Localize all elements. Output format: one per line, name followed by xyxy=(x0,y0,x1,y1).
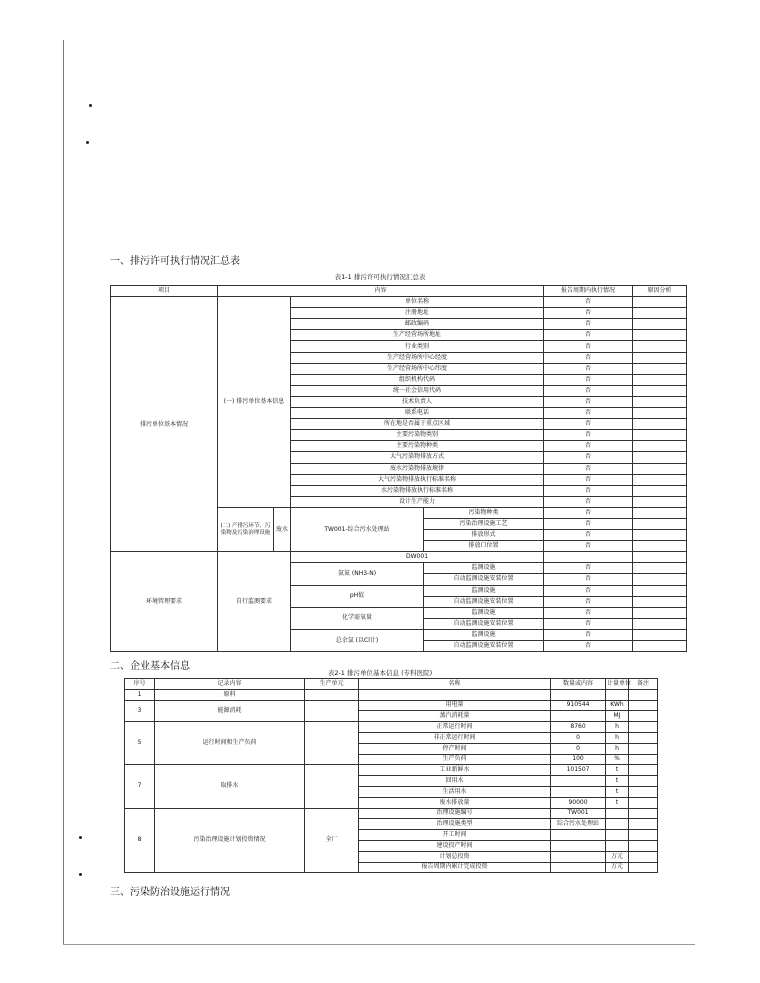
reason-cell xyxy=(633,341,687,352)
item-name: 报告周期内累计完成投资 xyxy=(359,862,551,873)
item-unit xyxy=(606,830,629,841)
remark-cell xyxy=(629,786,658,797)
item-value: 综合污水处理站 xyxy=(551,819,606,830)
item-unit: MJ xyxy=(606,711,629,722)
status-cell: 否 xyxy=(544,341,633,352)
remark-cell xyxy=(629,711,658,722)
item-value: TW001 xyxy=(551,808,606,819)
reason-cell xyxy=(633,474,687,485)
record-content: 原料 xyxy=(155,689,305,700)
status-cell: 否 xyxy=(544,352,633,363)
facility-label: TW001-综合污水处理站 xyxy=(291,507,424,551)
status-cell: 否 xyxy=(544,441,633,452)
item-name: 蒸汽消耗量 xyxy=(359,711,551,722)
remark-cell xyxy=(629,765,658,776)
section-heading-2: 二、企业基本信息 xyxy=(110,661,190,672)
unit-info-table xyxy=(124,678,658,873)
column-header: 内容 xyxy=(218,286,544,297)
row-number: 3 xyxy=(125,700,155,722)
page-edge-bottom xyxy=(63,944,695,945)
status-cell: 否 xyxy=(544,419,633,430)
reason-cell xyxy=(633,596,687,607)
status-cell: 否 xyxy=(544,308,633,319)
reason-cell xyxy=(633,308,687,319)
pollutant-label: pH值 xyxy=(291,585,424,607)
item-value: 0 xyxy=(551,743,606,754)
item-value xyxy=(551,776,606,787)
item-name: 生产负荷 xyxy=(359,754,551,765)
table2-caption: 表2-1 排污单位基本信息 (专科医院) xyxy=(327,669,433,677)
status-cell: 否 xyxy=(544,585,633,596)
item-value: 910544 xyxy=(551,700,606,711)
pollutant-label: 化学需氧量 xyxy=(291,607,424,629)
record-content: 运行时间和生产负荷 xyxy=(155,722,305,765)
item-value: 8760 xyxy=(551,722,606,733)
item-label: 单位名称 xyxy=(291,297,544,308)
item-unit: t xyxy=(606,776,629,787)
item-unit: KWh xyxy=(606,700,629,711)
table-cell xyxy=(606,689,629,700)
item-name: 生活用水 xyxy=(359,786,551,797)
item-label: 自动监测设施安装位置 xyxy=(424,596,544,607)
reason-cell xyxy=(633,396,687,407)
item-label: 大气污染物排放执行标准名称 xyxy=(291,474,544,485)
item-value xyxy=(551,711,606,722)
reason-cell xyxy=(633,319,687,330)
column-header: 名称 xyxy=(359,679,551,690)
item-name: 废水排放量 xyxy=(359,797,551,808)
status-cell: 否 xyxy=(544,363,633,374)
item-label: 组织机构代码 xyxy=(291,374,544,385)
column-header: 项目 xyxy=(111,286,218,297)
status-cell: 否 xyxy=(544,541,633,552)
record-content: 污染治理设施计划投资情况 xyxy=(155,808,305,873)
item-value xyxy=(551,830,606,841)
status-cell: 否 xyxy=(544,396,633,407)
item-label: 设计生产能力 xyxy=(291,496,544,507)
scan-speck xyxy=(89,104,92,107)
remark-cell xyxy=(629,862,658,873)
table-row xyxy=(125,689,658,700)
table1-caption: 表1-1 排污许可执行情况汇总表 xyxy=(334,273,426,281)
reason-cell xyxy=(633,629,687,640)
status-cell: 否 xyxy=(544,474,633,485)
item-name: 正常运行时间 xyxy=(359,722,551,733)
status-cell: 否 xyxy=(544,530,633,541)
reason-cell xyxy=(633,585,687,596)
reason-cell xyxy=(633,463,687,474)
reason-cell xyxy=(633,574,687,585)
item-label: 联系电话 xyxy=(291,408,544,419)
status-cell: 否 xyxy=(544,297,633,308)
item-label: 所在地是否属于重点区域 xyxy=(291,419,544,430)
item-label: 排放形式 xyxy=(424,530,544,541)
status-cell: 否 xyxy=(544,385,633,396)
reason-cell xyxy=(633,297,687,308)
column-header: 序号 xyxy=(125,679,155,690)
remark-cell xyxy=(629,840,658,851)
table-cell xyxy=(305,689,359,700)
item-unit: 万元 xyxy=(606,862,629,873)
record-content: 取排水 xyxy=(155,765,305,808)
status-cell: 否 xyxy=(544,496,633,507)
permit-summary-table xyxy=(110,285,687,652)
item-name: 停产时间 xyxy=(359,743,551,754)
item-unit xyxy=(606,808,629,819)
reason-cell xyxy=(633,352,687,363)
record-content: 能源消耗 xyxy=(155,700,305,722)
status-cell: 否 xyxy=(544,452,633,463)
reason-cell xyxy=(633,641,687,652)
status-cell: 否 xyxy=(544,374,633,385)
reason-cell xyxy=(633,541,687,552)
item-value: 0 xyxy=(551,732,606,743)
production-unit xyxy=(305,700,359,722)
section-heading-1: 一、排污许可执行情况汇总表 xyxy=(110,256,240,267)
reason-cell xyxy=(633,419,687,430)
column-header: 记录内容 xyxy=(155,679,305,690)
remark-cell xyxy=(629,754,658,765)
table-row xyxy=(125,765,658,776)
reason-cell xyxy=(633,607,687,618)
item-label: 大气污染物排放方式 xyxy=(291,452,544,463)
item-unit: h xyxy=(606,732,629,743)
item-value: 100 xyxy=(551,754,606,765)
remark-cell xyxy=(629,830,658,841)
reason-cell xyxy=(633,374,687,385)
item-label: 生产经营场所中心纬度 xyxy=(291,363,544,374)
status-cell: 否 xyxy=(544,563,633,574)
outlet-label: DW001 xyxy=(291,552,544,563)
table-cell xyxy=(359,689,551,700)
item-name: 计划总投资 xyxy=(359,851,551,862)
table-row xyxy=(125,679,658,690)
status-cell: 否 xyxy=(544,330,633,341)
production-unit: 全厂 xyxy=(305,808,359,873)
item-label: 注册地址 xyxy=(291,308,544,319)
column-header: 生产单元 xyxy=(305,679,359,690)
status-cell: 否 xyxy=(544,485,633,496)
remark-cell xyxy=(629,700,658,711)
item-label: 主要污染物种类 xyxy=(291,441,544,452)
item-unit xyxy=(606,840,629,851)
reason-cell xyxy=(633,485,687,496)
item-label: 排放口位置 xyxy=(424,541,544,552)
reason-cell xyxy=(633,385,687,396)
item-unit: h xyxy=(606,722,629,733)
item-name: 用电量 xyxy=(359,700,551,711)
reason-cell xyxy=(633,530,687,541)
item-label: 水污染物排放执行标准名称 xyxy=(291,485,544,496)
remark-cell xyxy=(629,732,658,743)
column-header: 原因分析 xyxy=(633,286,687,297)
item-value xyxy=(551,851,606,862)
group-label: 环境管理要求 xyxy=(111,552,218,652)
item-unit: t xyxy=(606,797,629,808)
remark-cell xyxy=(629,851,658,862)
status-cell: 否 xyxy=(544,574,633,585)
item-name: 建设投产时间 xyxy=(359,840,551,851)
category-label: 废水 xyxy=(274,507,291,551)
table-row xyxy=(125,700,658,711)
item-label: 监测设施 xyxy=(424,629,544,640)
item-value xyxy=(551,862,606,873)
item-value: 101507 xyxy=(551,765,606,776)
remark-cell xyxy=(629,776,658,787)
status-cell: 否 xyxy=(544,507,633,518)
remark-cell xyxy=(629,743,658,754)
item-label: 自动监测设施安装位置 xyxy=(424,574,544,585)
reason-cell xyxy=(633,518,687,529)
column-header: 报告周期内执行情况 xyxy=(544,286,633,297)
item-label: 自动监测设施安装位置 xyxy=(424,641,544,652)
subgroup-label: 自行监测要求 xyxy=(218,552,291,652)
pollutant-label: 总余氯 (以Cl计) xyxy=(291,629,424,651)
item-label: 邮政编码 xyxy=(291,319,544,330)
status-cell: 否 xyxy=(544,607,633,618)
pollutant-label: 氨氮 (NH3-N) xyxy=(291,563,424,585)
item-label: 生产经营场所地址 xyxy=(291,330,544,341)
table-cell xyxy=(629,689,658,700)
status-cell: 否 xyxy=(544,463,633,474)
scan-speck xyxy=(86,141,89,144)
table-row xyxy=(111,286,687,297)
page-edge-left xyxy=(63,40,64,945)
column-header: 计量单位 xyxy=(606,679,629,690)
item-label: 技术负责人 xyxy=(291,396,544,407)
item-name: 非正常运行时间 xyxy=(359,732,551,743)
item-label: 污染治理设施工艺 xyxy=(424,518,544,529)
item-name: 回用水 xyxy=(359,776,551,787)
item-unit xyxy=(606,819,629,830)
item-value: 90000 xyxy=(551,797,606,808)
item-name: 治理设施编号 xyxy=(359,808,551,819)
row-number: 8 xyxy=(125,808,155,873)
item-label: 监测设施 xyxy=(424,607,544,618)
remark-cell xyxy=(629,722,658,733)
table-row xyxy=(125,722,658,733)
item-unit: t xyxy=(606,786,629,797)
reason-cell xyxy=(633,330,687,341)
status-cell: 否 xyxy=(544,518,633,529)
item-label: 废水污染物排放规律 xyxy=(291,463,544,474)
item-unit: 万元 xyxy=(606,851,629,862)
table-row xyxy=(125,808,658,819)
row-number: 1 xyxy=(125,689,155,700)
item-label: 监测设施 xyxy=(424,563,544,574)
table-row xyxy=(111,552,687,563)
reason-cell xyxy=(633,507,687,518)
status-cell: 否 xyxy=(544,319,633,330)
reason-cell xyxy=(633,430,687,441)
status-cell: 否 xyxy=(544,629,633,640)
row-number: 5 xyxy=(125,722,155,765)
reason-cell xyxy=(633,363,687,374)
status-cell: 否 xyxy=(544,596,633,607)
status-cell: 否 xyxy=(544,618,633,629)
reason-cell xyxy=(633,552,687,563)
row-number: 7 xyxy=(125,765,155,808)
table-cell xyxy=(551,689,606,700)
item-value xyxy=(551,840,606,851)
item-label: 行业类别 xyxy=(291,341,544,352)
section-heading-3: 三、污染防治设施运行情况 xyxy=(110,887,230,898)
item-label: 自动监测设施安装位置 xyxy=(424,618,544,629)
column-header: 数量或内容 xyxy=(551,679,606,690)
reason-cell xyxy=(633,441,687,452)
remark-cell xyxy=(629,808,658,819)
group-label: 排污单位基本情况 xyxy=(111,297,218,552)
production-unit xyxy=(305,722,359,765)
reason-cell xyxy=(633,452,687,463)
column-header: 备注 xyxy=(629,679,658,690)
status-cell xyxy=(544,552,633,563)
status-cell: 否 xyxy=(544,430,633,441)
item-label: 污染物种类 xyxy=(424,507,544,518)
reason-cell xyxy=(633,618,687,629)
remark-cell xyxy=(629,797,658,808)
item-label: 主要污染物类别 xyxy=(291,430,544,441)
item-unit: h xyxy=(606,743,629,754)
reason-cell xyxy=(633,496,687,507)
scan-speck xyxy=(79,873,82,876)
item-label: 统一社会信用代码 xyxy=(291,385,544,396)
status-cell: 否 xyxy=(544,641,633,652)
production-unit xyxy=(305,765,359,808)
scan-speck xyxy=(79,836,82,839)
item-label: 生产经营场所中心经度 xyxy=(291,352,544,363)
item-name: 开工时间 xyxy=(359,830,551,841)
item-name: 治理设施类型 xyxy=(359,819,551,830)
status-cell: 否 xyxy=(544,408,633,419)
table-row xyxy=(111,297,687,308)
reason-cell xyxy=(633,408,687,419)
reason-cell xyxy=(633,563,687,574)
item-value xyxy=(551,786,606,797)
item-name: 工业新鲜水 xyxy=(359,765,551,776)
item-unit: t xyxy=(606,765,629,776)
remark-cell xyxy=(629,819,658,830)
subgroup-label: (二) 产排污环节、污染物及污染治理设施 xyxy=(218,507,274,551)
item-unit: % xyxy=(606,754,629,765)
item-label: 监测设施 xyxy=(424,585,544,596)
subgroup-label: (一) 排污单位基本信息 xyxy=(218,297,291,508)
